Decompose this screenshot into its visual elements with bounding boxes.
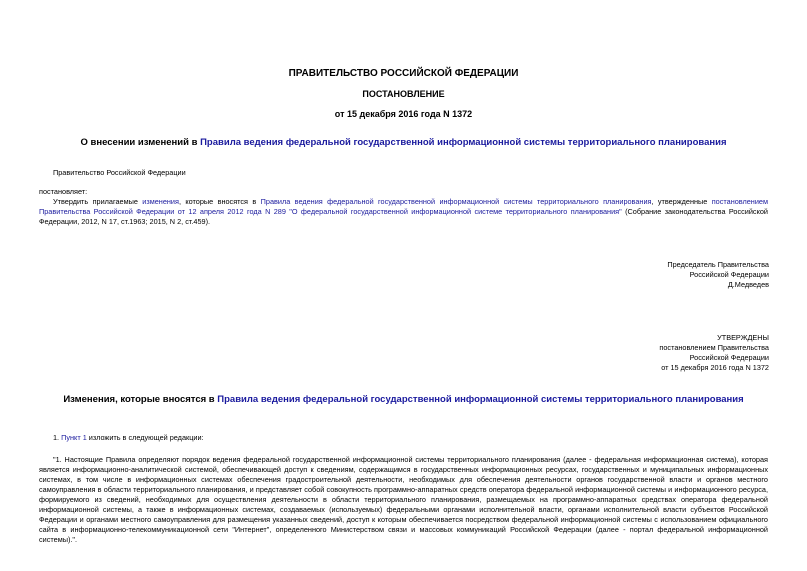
changes-rules-link[interactable]: Правила ведения федеральной государственной информационной системы территориального планирования xyxy=(217,394,744,405)
approved-date: от 15 декабря 2016 года N 1372 xyxy=(661,363,769,372)
item-1 xyxy=(53,433,204,443)
clause-1-link[interactable]: Пункт 1 xyxy=(61,433,87,442)
p1-text-c: , утвержденные xyxy=(651,197,712,206)
doctype-heading: ПОСТАНОВЛЕНИЕ xyxy=(362,89,445,99)
title-prefix: О внесении изменений в xyxy=(80,137,201,148)
signature-name: Д.Медведев xyxy=(727,280,769,289)
decides-text: постановляет: xyxy=(39,187,88,196)
gov-name: Правительство Российской Федерации xyxy=(53,168,186,177)
signature-title: Председатель Правительства xyxy=(667,260,769,269)
signature-block xyxy=(667,260,769,290)
p1-text-a: Утвердить прилагаемые xyxy=(53,197,143,206)
document-title xyxy=(0,137,807,148)
changes-title xyxy=(0,394,807,405)
p1-text-b: , которые вносятся в xyxy=(178,197,261,206)
approved-country: Российской Федерации xyxy=(689,353,769,362)
changes-prefix: Изменения, которые вносятся в xyxy=(63,394,218,405)
changes-link[interactable]: изменения xyxy=(142,197,179,206)
resolution-289-link[interactable]: постановлением Правительства Российской Федерации от 12 апреля 2012 года N 289 "О федеральной государственной информационной системе территориального планирования" xyxy=(39,197,768,216)
approved-block xyxy=(659,333,769,373)
approved-label: УТВЕРЖДЕНЫ xyxy=(717,333,769,342)
rules-link[interactable]: Правила ведения федеральной государственной информационной системы территориального планирования xyxy=(260,197,652,206)
signature-country: Российской Федерации xyxy=(689,270,769,279)
item1-num: 1. xyxy=(53,433,62,442)
p1-text-d: (Собрание законодательства Российской Федерации, 2012, N 17, ст.1963; 2015, N 2, ст.459). xyxy=(39,207,768,226)
quoted-clause: "1. Настоящие Правила определяют порядок ведения федеральной государственной информационной системы территориального планирования (далее - федеральная информационная система), которая является информационно-аналитической системой, обеспечивающей доступ к сведениям, содержащимся в государственных информационных ресурсах, государственных и муниципальных информационных системах, в том числе в информационных системах обеспечения градостроительной деятельности, необходимых для обеспечения деятельности органов государственной власти и органов местного самоуправления в области территориального планирования, и представляет собой совокупность программно-аппаратных средств оператора федеральной информационной системы и информационного ресурса, формируемого из сведений, необходимых для осуществления деятельности в области территориального планирования, размещаемых на программно-аппаратных средствах оператора федеральной информационной системы, а также в информационных системах, создаваемых (используемых) федеральными органами исполнительной власти, органами исполнительной власти субъектов Российской Федерации и органами местного самоуправления для размещения указанных сведений, доступ к которым обеспечивается посредством федеральной информационной системы с использованием официального сайта в информационно-телекоммуникационной сети "Интернет", определенного Министерством связи и массовых коммуникаций Российской Федерации (далее - портал федеральной информационной системы).". xyxy=(39,455,768,544)
item1-text: изложить в следующей редакции: xyxy=(86,433,204,442)
title-rules-link[interactable]: Правила ведения федеральной государственной информационной системы территориального планирования xyxy=(200,137,727,148)
org-heading: ПРАВИТЕЛЬСТВО РОССИЙСКОЙ ФЕДЕРАЦИИ xyxy=(288,68,519,79)
decree-paragraph xyxy=(39,197,768,227)
approved-by: постановлением Правительства xyxy=(659,343,769,352)
date-number: от 15 декабря 2016 года N 1372 xyxy=(334,109,473,119)
